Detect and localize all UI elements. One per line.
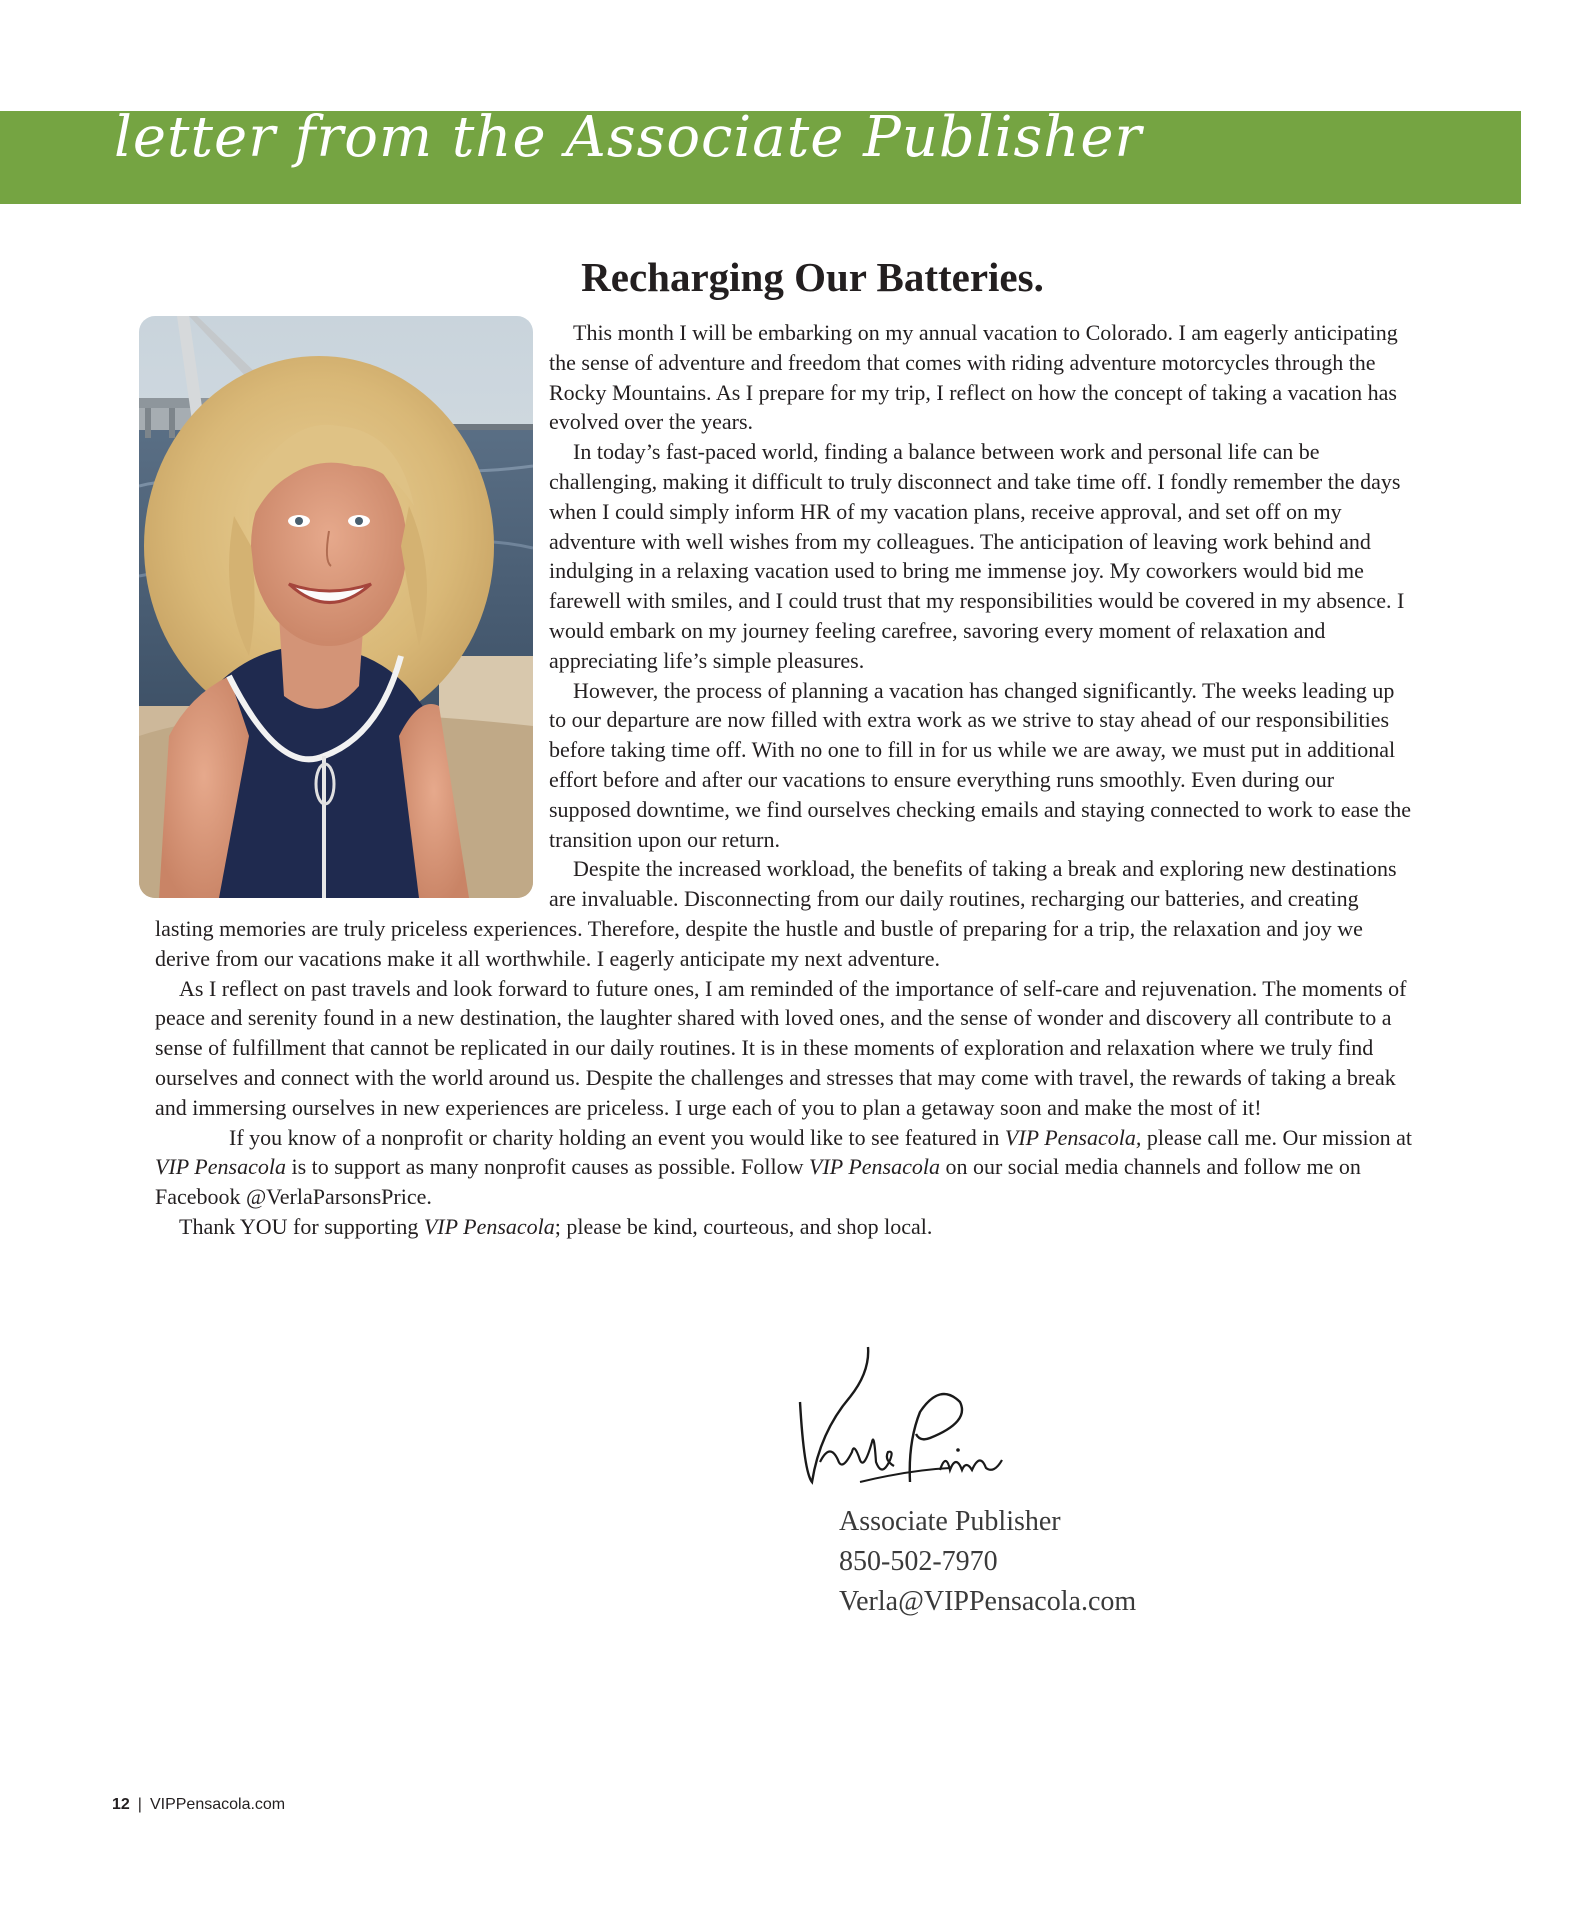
page-footer <box>112 1796 285 1814</box>
photo-float-space <box>139 318 533 904</box>
article-headline <box>0 254 1575 301</box>
footer-site: VIPPensacola.com <box>149 1796 286 1813</box>
signature-block <box>839 1502 1136 1622</box>
page-number: 12 <box>112 1796 130 1813</box>
footer-separator: | <box>137 1796 142 1813</box>
signature-phone: 850-502-7970 <box>839 1546 998 1577</box>
headline-text: Recharging Our Batteries. <box>581 254 1044 300</box>
paragraph-1: This month I will be embarking on my annual vacation to Colorado. I am eagerly anticipating the sense of adventure and freedom that comes with riding adventure motorcycles through the Rocky Mountains. As I prepare for my trip, I reflect on how the concept of taking a vacation has evolved over the years. <box>549 320 1398 435</box>
section-title: letter from the Associate Publisher <box>114 105 1143 170</box>
paragraph-closing: Thank YOU for supporting VIP Pensacola; please be kind, courteous, and shop local. <box>179 1213 933 1239</box>
article-body <box>155 318 1417 1242</box>
paragraph-nonprofit: If you know of a nonprofit or charity holding an event you would like to see featured in VIP Pensacola, please call me. Our mission at VIP Pensacola is to support as many nonprofit causes as possible. Follow VIP Pensacola on our social media channels and follow me on Facebook @VerlaParsonsPrice. <box>155 1124 1413 1210</box>
handwritten-signature <box>790 1342 1010 1492</box>
signature-email: Verla@VIPPensacola.com <box>839 1586 1137 1617</box>
paragraph-5: As I reflect on past travels and look forward to future ones, I am reminded of the importance of self-care and rejuvenation. The moments of peace and serenity found in a new destination, the laughter shared with loved ones, and the sense of wonder and discovery all contribute to a sense of fulfillment that cannot be replicated in our daily routines. It is in these moments of exploration and relaxation where we truly find ourselves and connect with the world around us. Despite the challenges and stresses that may come with travel, the rewards of taking a break and immersing ourselves in new experiences are priceless. I urge each of you to plan a getaway soon and make the most of it! <box>155 975 1407 1120</box>
paragraph-4: Despite the increased workload, the benefits of taking a break and exploring new destinations are invaluable. Disconnecting from our daily routines, recharging our batteries, and creating lasting memories are truly priceless experiences. Therefore, despite the hustle and bustle of preparing for a trip, the relaxation and joy we derive from our vacations make it all worthwhile. I eagerly anticipate my next adventure. <box>155 856 1397 971</box>
paragraph-3: However, the process of planning a vacation has changed significantly. The weeks leading up to our departure are now filled with extra work as we strive to stay ahead of our responsibilities before taking time off. With no one to fill in for us while we are away, we must put in additional effort before and after our vacations to ensure everything runs smoothly. Even during our supposed downtime, we find ourselves checking emails and staying connected to work to ease the transition upon our return. <box>549 677 1412 852</box>
paragraph-2: In today’s fast-paced world, finding a balance between work and personal life can be challenging, making it difficult to truly disconnect and take time off. I fondly remember the days when I could simply inform HR of my vacation plans, receive approval, and set off on my adventure with well wishes from my colleagues. The anticipation of leaving work behind and indulging in a relaxing vacation used to bring me immense joy. My coworkers would bid me farewell with smiles, and I could trust that my responsibilities would be covered in my absence. I would embark on my journey feeling carefree, savoring every moment of relaxation and appreciating life’s simple pleasures. <box>549 439 1405 673</box>
signature-title: Associate Publisher <box>839 1506 1061 1537</box>
